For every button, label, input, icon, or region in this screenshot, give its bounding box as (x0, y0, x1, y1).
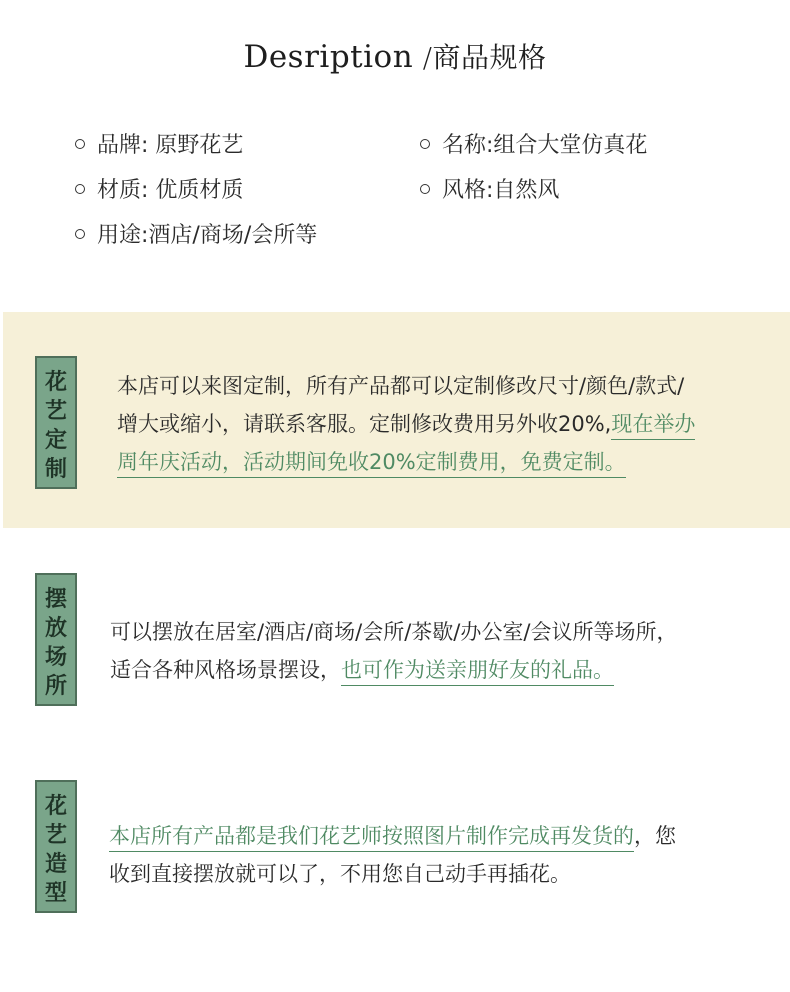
tag-floral-styling (35, 780, 77, 913)
tag-char: 艺 (44, 399, 67, 424)
tag-char: 所 (44, 674, 67, 699)
spec-name-text: 名称:组合大堂仿真花 (442, 133, 648, 158)
customization-line-2 (117, 405, 695, 443)
customization-line-1: 本店可以来图定制，所有产品都可以定制修改尺寸/颜色/款式/ (117, 374, 685, 398)
customization-text (117, 367, 695, 481)
bullet-circle-icon (75, 139, 85, 149)
customization-line-2-highlight: 现在举办 (611, 412, 695, 440)
spec-name (420, 128, 647, 159)
placement-line-2-plain: 适合各种风格场景摆设， (110, 658, 341, 682)
tag-customization (35, 356, 77, 489)
tag-char: 场 (44, 645, 67, 670)
spec-material-text: 材质: 优质材质 (97, 178, 244, 203)
placement-line-2-highlight: 也可作为送亲朋好友的礼品。 (341, 658, 614, 686)
tag-char: 造 (44, 852, 67, 877)
bullet-circle-icon (420, 139, 430, 149)
customization-line-3 (117, 443, 695, 481)
floral-styling-line-1-highlight: 本店所有产品都是我们花艺师按照图片制作完成再发货的 (109, 824, 634, 852)
tag-char: 艺 (44, 823, 67, 848)
tag-char: 放 (44, 616, 67, 641)
bullet-circle-icon (75, 184, 85, 194)
tag-placement (35, 573, 77, 706)
placement-line-1: 可以摆放在居室/酒店/商场/会所/茶歇/办公室/会议所等场所， (110, 620, 678, 644)
title-chinese: /商品规格 (413, 41, 547, 74)
tag-char: 制 (44, 457, 67, 482)
spec-brand-text: 品牌: 原野花艺 (97, 133, 244, 158)
tag-char: 花 (44, 370, 67, 395)
tag-char: 花 (44, 794, 67, 819)
tag-char: 型 (44, 881, 67, 906)
placement-line-2 (110, 651, 677, 689)
spec-usage (75, 218, 317, 249)
spec-material (75, 173, 243, 204)
placement-text (110, 613, 677, 689)
spec-brand (75, 128, 243, 159)
customization-line-3-highlight: 周年庆活动，活动期间免收20%定制费用，免费定制。 (117, 450, 626, 478)
floral-styling-text (109, 817, 676, 893)
spec-style-text: 风格:自然风 (442, 178, 560, 203)
bullet-circle-icon (420, 184, 430, 194)
floral-styling-line-1 (109, 817, 676, 855)
title-english: Desription (243, 39, 414, 75)
tag-char: 定 (44, 428, 67, 453)
spec-style (420, 173, 559, 204)
bullet-circle-icon (75, 229, 85, 239)
customization-line-2-plain: 增大或缩小，请联系客服。定制修改费用另外收20%, (117, 412, 612, 436)
floral-styling-line-1-plain: ，您 (634, 824, 676, 848)
floral-styling-line-2: 收到直接摆放就可以了，不用您自己动手再插花。 (109, 862, 571, 886)
page-title (0, 36, 790, 76)
spec-usage-text: 用途:酒店/商场/会所等 (97, 223, 318, 248)
tag-char: 摆 (44, 587, 67, 612)
